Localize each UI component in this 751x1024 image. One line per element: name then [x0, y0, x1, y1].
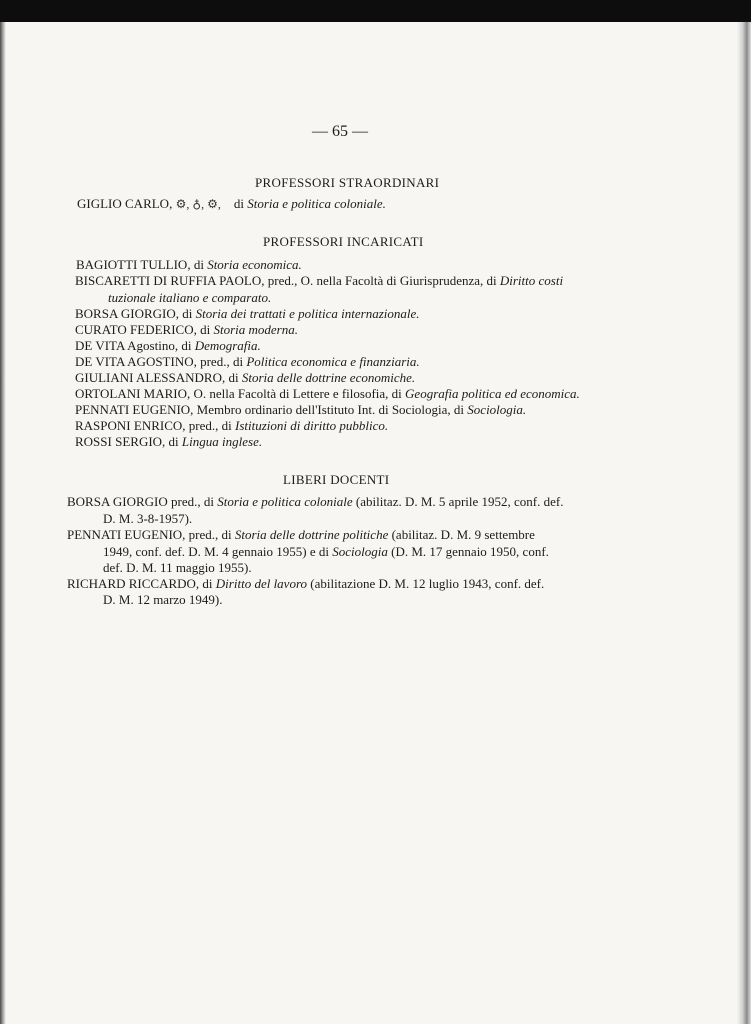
entry-ortolani [75, 386, 580, 402]
entry-detail: (abilitaz. D. M. 5 aprile 1952, conf. def. [355, 494, 564, 509]
entry-name: RICHARD RICCARDO, di [67, 576, 213, 591]
entry-name: BAGIOTTI TULLIO, di [76, 257, 204, 272]
entry-liberi-pennati-cont1 [103, 544, 549, 560]
entry-di: di [233, 196, 244, 211]
entry-subject: Politica economica e finanziaria. [246, 354, 420, 369]
entry-detail: (D. M. 17 gennaio 1950, conf. [391, 544, 549, 559]
entry-subject: Storia dei trattati e politica internazionale. [195, 306, 420, 321]
entry-liberi-richard-cont [103, 592, 223, 608]
entry-subject: Demografia. [194, 338, 261, 353]
entry-borsa [75, 306, 420, 322]
entry-name: BORSA GIORGIO, di [75, 306, 193, 321]
entry-subject: Diritto costi [499, 273, 564, 288]
entry-subject: Istituzioni di diritto pubblico. [234, 418, 389, 433]
entry-name: DE VITA Agostino, di [75, 338, 192, 353]
entry-detail: D. M. 12 marzo 1949). [103, 592, 223, 607]
entry-biscaretti [75, 273, 563, 289]
entry-name: PENNATI EUGENIO, pred., di [67, 527, 232, 542]
entry-devita-1 [75, 338, 261, 354]
scan-right-edge [737, 22, 751, 1024]
entry-detail: def. D. M. 11 maggio 1955). [103, 560, 252, 575]
entry-name: BORSA GIORGIO pred., di [67, 494, 214, 509]
entry-detail: (abilitaz. D. M. 9 settembre [391, 527, 535, 542]
entry-giuliani [75, 370, 415, 386]
entry-biscaretti-cont [108, 290, 271, 306]
entry-subject: Geografia politica ed economica. [405, 386, 580, 401]
scan-left-edge [0, 22, 6, 1024]
entry-name: GIGLIO CARLO, [77, 196, 173, 211]
entry-liberi-borsa [67, 494, 563, 510]
entry-detail: 1949, conf. def. D. M. 4 gennaio 1955) e di [103, 544, 330, 559]
entry-subject: Sociologia. [467, 402, 527, 417]
entry-name: BISCARETTI DI RUFFIA PAOLO, pred., O. nella Facoltà di Giurisprudenza, di [75, 273, 497, 288]
entry-rasponi [75, 418, 388, 434]
entry-subject: tuzionale italiano e comparato. [108, 290, 272, 305]
entry-subject: Lingua inglese. [181, 434, 263, 449]
entry-giglio [77, 196, 386, 212]
entry-curato [75, 322, 298, 338]
scan-top-border [0, 0, 751, 22]
entry-rossi [75, 434, 262, 450]
entry-devita-2 [75, 354, 420, 370]
entry-name: GIULIANI ALESSANDRO, di [75, 370, 239, 385]
entry-subject: Storia delle dottrine politiche [234, 527, 389, 542]
entry-subject: Storia moderna. [213, 322, 298, 337]
entry-name: ORTOLANI MARIO, O. nella Facoltà di Lettere e filosofia, di [75, 386, 402, 401]
entry-detail: D. M. 3-8-1957). [103, 511, 193, 526]
entry-subject: Diritto del lavoro [215, 576, 308, 591]
entry-subject: Storia delle dottrine economiche. [241, 370, 416, 385]
honor-ornaments-icon: ⚙, ♁, ⚙, [175, 197, 221, 211]
entry-name: PENNATI EUGENIO, Membro ordinario dell'Istituto Int. di Sociologia, di [75, 402, 465, 417]
entry-liberi-pennati [67, 527, 535, 543]
entry-liberi-richard [67, 576, 544, 592]
entry-subject: Storia economica. [207, 257, 302, 272]
entry-name: ROSSI SERGIO, di [75, 434, 179, 449]
entry-liberi-borsa-cont [103, 511, 192, 527]
page-number: — 65 — [312, 123, 368, 140]
entry-subject: Storia e politica coloniale. [247, 196, 386, 211]
entry-liberi-pennati-cont2 [103, 560, 252, 576]
entry-subject: Sociologia [332, 544, 388, 559]
heading-straordinari: PROFESSORI STRAORDINARI [255, 175, 440, 190]
entry-name: CURATO FEDERICO, di [75, 322, 211, 337]
heading-liberi-docenti: LIBERI DOCENTI [283, 472, 390, 487]
entry-name: RASPONI ENRICO, pred., di [75, 418, 232, 433]
entry-bagiotti [76, 257, 302, 273]
entry-pennati [75, 402, 526, 418]
heading-incaricati: PROFESSORI INCARICATI [263, 234, 424, 249]
entry-detail: (abilitazione D. M. 12 luglio 1943, conf. def. [310, 576, 545, 591]
entry-subject: Storia e politica coloniale [217, 494, 353, 509]
entry-name: DE VITA AGOSTINO, pred., di [75, 354, 244, 369]
